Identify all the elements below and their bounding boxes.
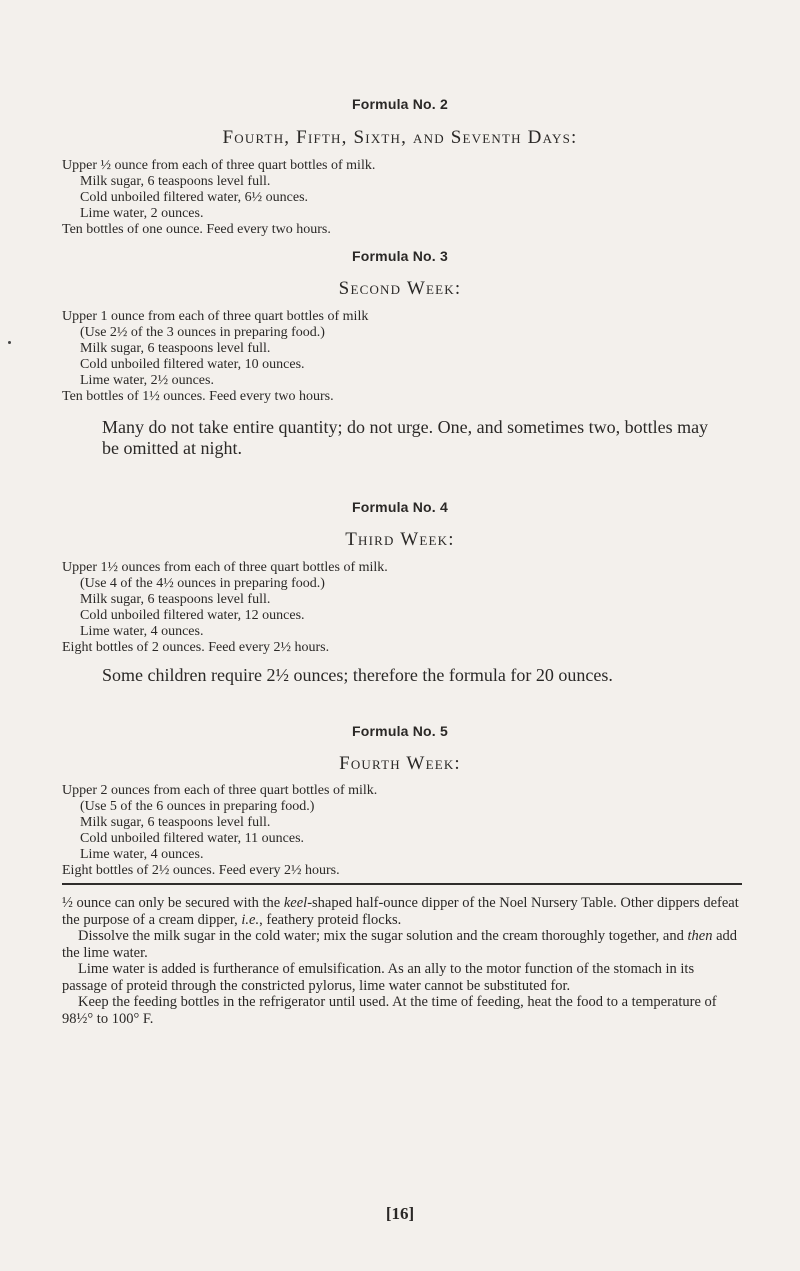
page-number: [16] — [385, 1204, 415, 1223]
margin-speck — [8, 341, 11, 344]
footnote-emphasis: then — [687, 928, 713, 944]
recipe-line: Lime water, 2½ ounces. — [80, 373, 214, 388]
footnote-paragraph: Lime water is added is furtherance of emulsification. As an ally to the motor function of the stomach in its passage of proteid through the constricted pylorus, lime water cannot be substituted for. — [62, 961, 695, 994]
formula-4-note: Some children require 2½ ounces; therefore the formula for 20 ounces. — [102, 665, 613, 685]
recipe-line: Cold unboiled filtered water, 12 ounces. — [80, 608, 305, 623]
recipe-line: Cold unboiled filtered water, 11 ounces. — [80, 831, 305, 846]
formula-2-heading: Formula No. 2 — [352, 96, 448, 112]
formula-3-period: Second Week: — [338, 278, 462, 299]
recipe-line: Milk sugar, 6 teaspoons level full. — [80, 592, 271, 607]
recipe-line: Milk sugar, 6 teaspoons level full. — [80, 174, 271, 189]
footnote-emphasis: i.e. — [241, 911, 260, 928]
formula-3-note: Many do not take entire quantity; do not urge. One, and sometimes two, bottles may be omitted at night. — [102, 417, 709, 458]
recipe-line: Lime water, 4 ounces. — [80, 624, 204, 639]
formula-4-heading: Formula No. 4 — [352, 499, 448, 515]
footnote-text: Dissolve the milk sugar in the cold water; mix the sugar solution and the cream thoroughly together, and — [78, 928, 688, 944]
footnote-divider — [62, 883, 742, 885]
formula-3-heading: Formula No. 3 — [352, 248, 448, 264]
formula-2-recipe — [62, 158, 375, 238]
recipe-line: Upper 1½ ounces from each of three quart bottles of milk. — [62, 560, 388, 575]
footnote-paragraph — [62, 895, 742, 928]
footnote-emphasis: keel — [283, 895, 308, 911]
footnote-text: add the lime water. — [62, 928, 738, 961]
footnote-text: ½ ounce can only be secured with the — [62, 895, 284, 911]
recipe-line: Eight bottles of 2 ounces. Feed every 2½ hours. — [62, 640, 330, 655]
footnotes — [62, 895, 742, 1027]
recipe-line: Upper 2 ounces from each of three quart bottles of milk. — [62, 783, 378, 798]
recipe-line: Ten bottles of 1½ ounces. Feed every two hours. — [62, 389, 334, 404]
recipe-line: Upper ½ ounce from each of three quart bottles of milk. — [62, 158, 376, 173]
recipe-line: (Use 4 of the 4½ ounces in preparing food.) — [80, 576, 325, 591]
footnote-text: -shaped half-ounce dipper of the Noel Nursery Table. Other dippers defeat the purpose of a cream dipper, — [62, 895, 739, 928]
formula-2-period: Fourth, Fifth, Sixth, and Seventh Days: — [222, 127, 578, 148]
formula-5-heading: Formula No. 5 — [352, 723, 448, 739]
recipe-line: (Use 5 of the 6 ounces in preparing food.) — [80, 799, 315, 814]
recipe-line: Cold unboiled filtered water, 6½ ounces. — [80, 190, 309, 205]
formula-5-period: Fourth Week: — [339, 753, 461, 774]
recipe-line: Upper 1 ounce from each of three quart bottles of milk — [62, 309, 369, 324]
footnote-paragraph — [62, 928, 742, 961]
formula-4-period: Third Week: — [345, 529, 455, 550]
recipe-line: Milk sugar, 6 teaspoons level full. — [80, 815, 271, 830]
footnote-text: , feathery proteid flocks. — [259, 911, 402, 928]
recipe-line: (Use 2½ of the 3 ounces in preparing food.) — [80, 325, 325, 340]
footnote-paragraph: Keep the feeding bottles in the refrigerator until used. At the time of feeding, heat the food to a temperature of 98½° to 100° F. — [62, 994, 717, 1027]
recipe-line: Eight bottles of 2½ ounces. Feed every 2½ hours. — [62, 863, 340, 878]
recipe-line: Cold unboiled filtered water, 10 ounces. — [80, 357, 305, 372]
recipe-line: Lime water, 2 ounces. — [80, 206, 204, 221]
recipe-line: Milk sugar, 6 teaspoons level full. — [80, 341, 271, 356]
recipe-line: Ten bottles of one ounce. Feed every two hours. — [62, 222, 331, 237]
formula-5-recipe — [62, 783, 377, 879]
recipe-line: Lime water, 4 ounces. — [80, 847, 204, 862]
formula-3-recipe — [62, 309, 368, 405]
formula-4-recipe — [62, 560, 388, 656]
